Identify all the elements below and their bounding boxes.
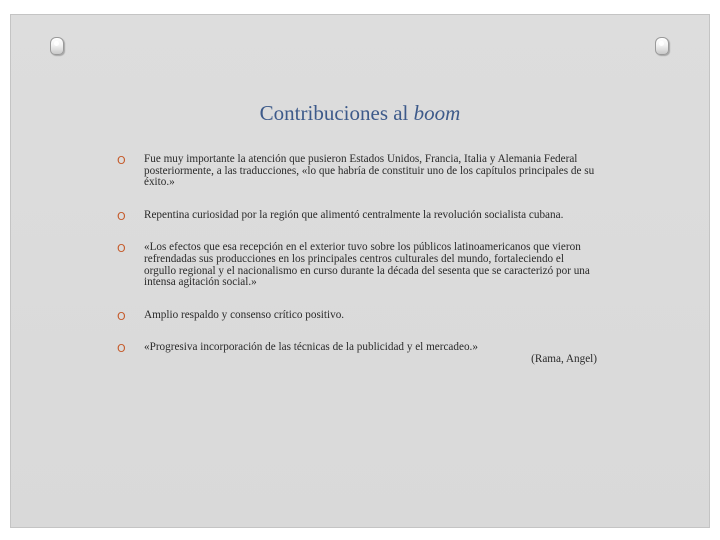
bullet-text: Amplio respaldo y consenso crítico positivo. xyxy=(144,308,345,321)
bullet-text: Repentina curiosidad por la región que alimentó centralmente la revolución socialista cubana. xyxy=(144,208,564,221)
citation: (Rama, Angel) xyxy=(531,352,597,365)
title-main-text: Contribuciones al xyxy=(259,101,414,125)
bullet-item xyxy=(117,342,597,365)
bullet-text: «Los efectos que esa recepción en el exterior tuvo sobre los públicos latinoamericanos que vieron refrendadas sus producciones en los principales centros culturales del mundo, fortaleciendo el orgullo regional y el nacionalismo en curso durante la década del sesenta que se caracterizó por una intensa agitación social.» xyxy=(144,241,590,289)
bullet-item xyxy=(117,154,597,189)
bullet-marker-icon: O xyxy=(117,154,126,167)
bullet-marker-icon: O xyxy=(117,342,126,356)
bullet-list xyxy=(117,154,597,366)
pushpin-icon xyxy=(50,37,64,55)
bullet-text: «Progresiva incorporación de las técnicas de la publicidad y el mercadeo.» xyxy=(144,341,478,354)
title-italic-text: boom xyxy=(413,101,461,125)
bullet-item xyxy=(117,310,597,322)
bullet-item xyxy=(117,210,597,222)
pushpin-icon xyxy=(655,37,669,55)
bullet-marker-icon: O xyxy=(117,309,126,323)
bullet-item xyxy=(117,242,597,288)
bullet-text: Fue muy importante la atención que pusieron Estados Unidos, Francia, Italia y Alemania Federal posteriormente, a las traducciones, «lo que habría de constituir uno de los capítulos principales de su éxito.» xyxy=(144,153,595,189)
bullet-marker-icon: O xyxy=(117,242,126,256)
bullet-marker-icon: O xyxy=(117,209,126,223)
slide-title xyxy=(0,101,720,125)
